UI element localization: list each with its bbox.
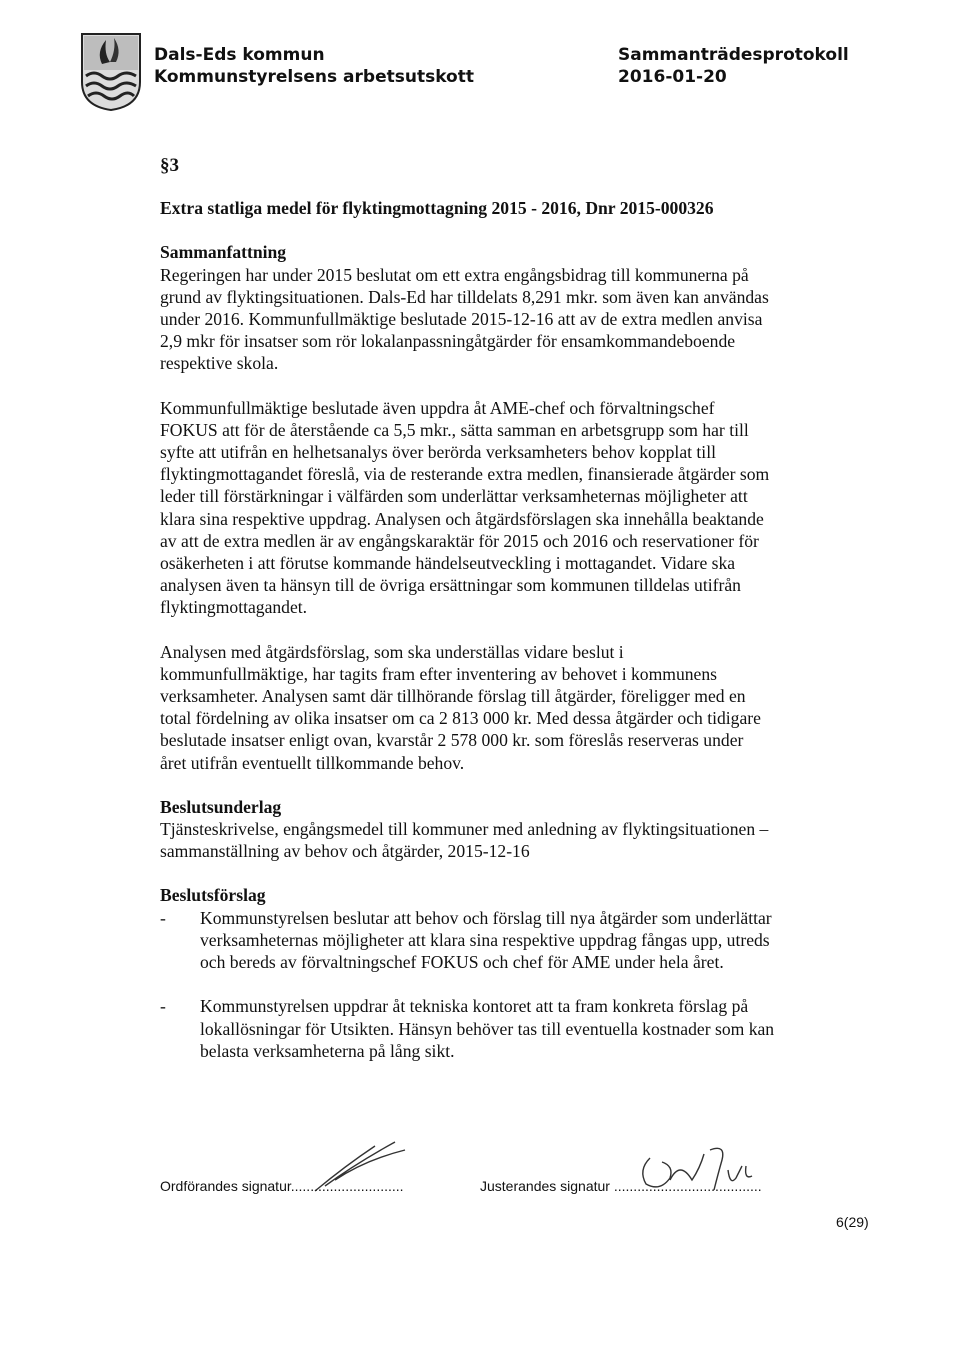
proposal-item (160, 995, 850, 1062)
adjuster-signature-label: Justerandes signatur ...................................... (480, 1178, 762, 1194)
page-header (80, 28, 880, 118)
summary-paragraph-3 (160, 641, 850, 774)
text-line: syfte att utifrån en helhetsanalys över berörda verksamheters behov kopplat till (160, 442, 716, 463)
text-line: året utifrån eventuellt tillkommande behov. (160, 752, 465, 773)
text-line: flyktingmottagandet föreslå, via de resterande extra medlen, finansierade åtgärder som (160, 464, 770, 485)
page-number: 6(29) (836, 1214, 869, 1230)
protocol-date: 2016-01-20 (618, 67, 727, 87)
list-bullet: - (160, 907, 166, 928)
text-line: Regeringen har under 2015 beslutat om ett extra engångsbidrag till kommunerna på (160, 264, 749, 285)
basis-paragraph (160, 818, 850, 862)
summary-paragraph-2 (160, 397, 850, 619)
text-line: Kommunstyrelsen uppdrar åt tekniska kontoret att ta fram konkreta förslag på (200, 996, 749, 1017)
text-line: lokallösningar för Utsikten. Hänsyn behöver tas till eventuella kostnader som kan (200, 1018, 775, 1039)
summary-heading: Sammanfattning (160, 242, 287, 263)
text-line: leder till förstärkningar i välfärden som underlättar verksamheternas möjligheter att (160, 486, 748, 507)
chair-signature-label: Ordförandes signatur............................. (160, 1178, 404, 1194)
text-line: respektive skola. (160, 353, 279, 374)
text-line: belasta verksamheterna på lång sikt. (200, 1040, 455, 1061)
signature-row (160, 1170, 880, 1210)
text-line: flyktingmottagandet. (160, 597, 308, 618)
text-line: analysen även ta hänsyn till de övriga ersättningar som kommunen tilldelas utifrån (160, 575, 741, 596)
text-line: grund av flyktingsituationen. Dals-Ed har tilldelats 8,291 mkr. som även kan användas (160, 286, 769, 307)
section-title: Extra statliga medel för flyktingmottagning 2015 - 2016, Dnr 2015-000326 (160, 198, 714, 219)
list-bullet: - (160, 996, 166, 1017)
text-line: total fördelning av olika insatser om ca 2 813 000 kr. Med dessa åtgärder och tidigare (160, 708, 761, 729)
organization-name (154, 44, 474, 88)
text-line: klara sina respektive uppdrag. Analysen och åtgärdsförslagen ska innehålla beaktande (160, 508, 764, 529)
text-line: sammanställning av behov och åtgärder, 2015-12-16 (160, 841, 530, 862)
proposal-heading: Beslutsförslag (160, 885, 266, 906)
text-line: kommunfullmäktige, har tagits fram efter inventering av behovet i kommunens (160, 663, 717, 684)
text-line: Kommunstyrelsen beslutar att behov och förslag till nya åtgärder som underlättar (200, 907, 772, 928)
text-line: Tjänsteskrivelse, engångsmedel till kommuner med anledning av flyktingsituationen – (160, 819, 769, 840)
text-line: beslutade insatser enligt ovan, kvarstår 2 578 000 kr. som föreslås reserveras under (160, 730, 744, 751)
section-number: §3 (160, 155, 179, 176)
text-line: 2,9 mkr för insatser som rör lokalanpassningåtgärder för ensamkommandeboende (160, 331, 736, 352)
text-line: verksamheternas möjligheter att klara sina respektive uppdrag fångas upp, utreds (200, 929, 770, 950)
org-name-line1: Dals-Eds kommun (154, 45, 325, 65)
text-line: Kommunfullmäktige beslutade även uppdra åt AME-chef och förvaltningschef (160, 397, 715, 418)
protocol-info (618, 44, 849, 88)
text-line: Analysen med åtgärdsförslag, som ska underställas vidare beslut i (160, 641, 624, 662)
text-line: verksamheter. Analysen samt där tillhörande förslag till åtgärder, föreligger med en (160, 686, 746, 707)
org-name-line2: Kommunstyrelsens arbetsutskott (154, 67, 474, 87)
basis-heading: Beslutsunderlag (160, 796, 282, 817)
text-line: osäkerheten i att förutse kommande händelseutveckling i mottagandet. Vidare ska (160, 553, 736, 574)
text-line: under 2016. Kommunfullmäktige beslutade 2015-12-16 att av de extra medlen anvisa (160, 309, 763, 330)
text-line: och bereds av förvaltningschef FOKUS och chef för AME under hela året. (200, 952, 724, 973)
summary-paragraph-1 (160, 264, 850, 375)
document-body (160, 155, 850, 1062)
protocol-type: Sammanträdesprotokoll (618, 45, 849, 65)
proposal-item (160, 907, 850, 974)
text-line: FOKUS att för de återstående ca 5,5 mkr., sätta samman en arbetsgrupp som har till (160, 419, 749, 440)
municipal-coat-of-arms-icon (80, 32, 142, 112)
text-line: av att de extra medlen är av engångskaraktär för 2015 och 2016 och reservationer för (160, 530, 759, 551)
